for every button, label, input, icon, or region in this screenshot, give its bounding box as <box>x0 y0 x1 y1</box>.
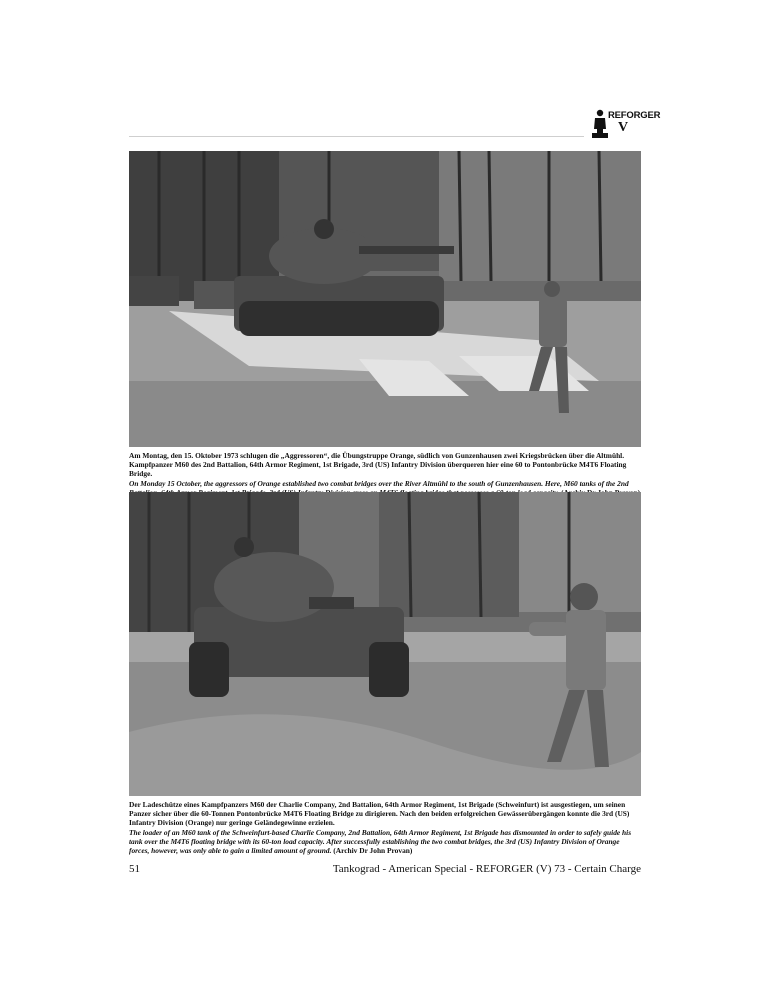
caption-english: The loader of an M60 tank of the Schweinfurt-based Charlie Company, 2nd Battalion, 64th Armor Regiment, 1st Brigade has dismounted in order to safely guide his tank over the M4T6 floating bridge with its 60-ton load capacity. After successfully establishing the two combat bridges, the 3rd (US) Infantry Division of Orange forces, however, was only able to gain a limited amount of ground. <box>129 827 632 856</box>
soldier-silhouette-icon <box>592 109 608 139</box>
logo-roman-numeral: V <box>618 120 629 135</box>
photo-tank-crossing-bridge <box>129 151 641 447</box>
photo-2-caption <box>129 800 641 855</box>
page-number: 51 <box>129 863 140 875</box>
caption-german: Am Montag, den 15. Oktober 1973 schlugen die „Aggressoren“, die Übungstruppe Orange, südlich von Gunzenhausen zwei Kriegsbrücken über die Altmühl. Kampfpanzer M60 des 2nd Battalion, 64th Armor Regiment, 1st Brigade, 3rd (US) Infantry Division überqueren hier eine 60 to Pontonbrücke M4T6 Floating Bridge. <box>129 451 627 479</box>
caption-credit: (Archiv Dr John Provan) <box>333 846 413 856</box>
publication-title: Tankograd - American Special - REFORGER (V) 73 - Certain Charge <box>332 863 641 875</box>
logo-text: REFORGER <box>608 110 661 121</box>
header-rule <box>129 136 584 137</box>
caption-english: On Monday 15 October, the aggressors of Orange established two combat bridges over the River Altmühl to the south of Gunzenhausen. Here, M60 tanks of the 2nd <box>129 478 629 488</box>
photo-1-caption <box>129 451 641 497</box>
caption-german: Der Ladeschütze eines Kampfpanzers M60 der Charlie Company, 2nd Battalion, 64th Armor Regiment, 1st Brigade (Schweinfurt) ist ausgestiegen, um seinen Panzer sicher über die 60-Tonnen Pontonbrücke M4T6 Floating Bridge zu dirigieren. Nach den beiden erfolgreichen Gewässerübergängen konnte die 3rd (US) Infantry Division (Orange) nur geringe Geländegewinne erzielen. <box>129 800 630 828</box>
reforger-logo <box>590 108 661 140</box>
photo-loader-guiding-tank <box>129 492 641 796</box>
